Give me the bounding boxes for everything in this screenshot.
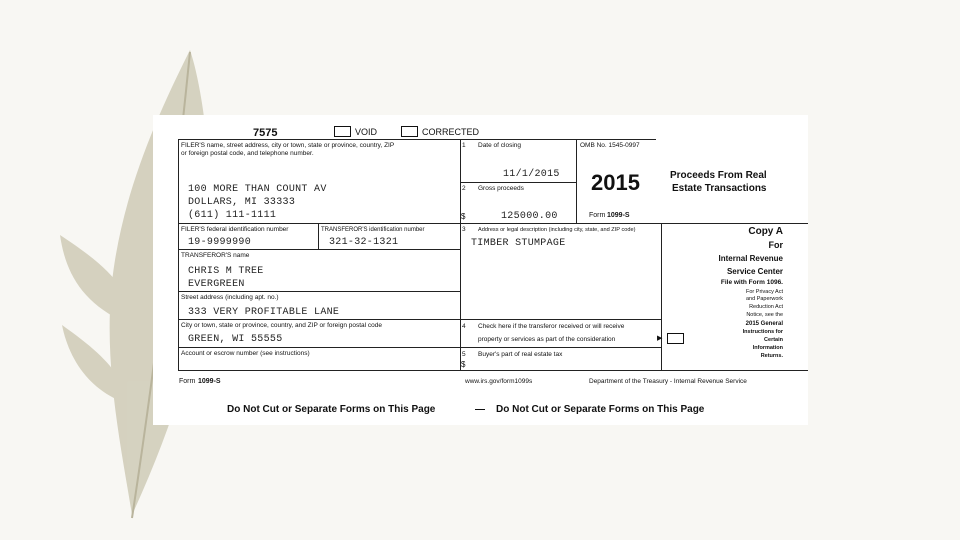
footer-url: www.irs.gov/form1099s (465, 378, 533, 385)
form-left-border (178, 139, 179, 370)
general-line2: Instructions for (742, 329, 783, 335)
transferor-name: CHRIS M TREE (188, 266, 264, 277)
footer-form-prefix: Form (179, 378, 196, 385)
form-top-border (178, 139, 656, 140)
divider-box1-box2 (460, 182, 576, 183)
corrected-checkbox[interactable] (401, 126, 418, 137)
general-line1: 2015 General (745, 321, 783, 327)
box1-label: Date of closing (478, 142, 521, 149)
privacy-line2: and Paperwork (746, 296, 783, 302)
filer-phone: (611) 111-1111 (188, 210, 277, 221)
form-bottom-border (178, 370, 808, 371)
transferor-id: 321-32-1321 (329, 237, 399, 248)
form-title-line1: Proceeds From Real (670, 170, 767, 181)
divider-box1-omb (576, 139, 577, 223)
omb-number: OMB No. 1545-0997 (580, 142, 640, 149)
divider-filer-id-row (178, 223, 808, 224)
do-not-cut-notice-left: Do Not Cut or Separate Forms on This Page (227, 404, 436, 415)
filer-id-label: FILER'S federal identification number (181, 226, 289, 233)
transferor-id-label: TRANSFEROR'S identification number (321, 227, 425, 233)
box5-dollar-sign: $ (461, 360, 466, 369)
footer-form-name: 1099-S (198, 378, 221, 385)
filer-label-line1: FILER'S name, street address, city or town, state or province, country, ZIP (181, 142, 395, 149)
box2-number: 2 (462, 185, 466, 192)
gross-proceeds: 125000.00 (501, 211, 558, 222)
box1-number: 1 (462, 142, 466, 149)
void-label: VOID (355, 127, 378, 137)
date-of-closing: 11/1/2015 (503, 169, 560, 180)
transferor-street: 333 VERY PROFITABLE LANE (188, 307, 340, 318)
do-not-cut-notice-right: Do Not Cut or Separate Forms on This Page (496, 404, 705, 415)
transferor-name-line2: EVERGREEN (188, 279, 245, 290)
account-label: Account or escrow number (see instructions) (181, 350, 310, 357)
corrected-label: CORRECTED (422, 127, 480, 137)
box2-dollar-sign: $ (461, 212, 466, 221)
form-title-line2: Estate Transactions (672, 183, 767, 194)
divider-id-columns (318, 223, 319, 249)
feather-barb-left (60, 235, 122, 320)
box3-number: 3 (462, 226, 466, 233)
form-1099s-document (153, 115, 808, 425)
copy-file-with: File with Form 1096. (720, 279, 783, 286)
divider-copy-column (661, 223, 662, 370)
copy-irs: Internal Revenue (718, 254, 783, 263)
privacy-line3: Reduction Act (749, 304, 783, 310)
street-label: Street address (including apt. no.) (181, 294, 279, 301)
filer-label-line2: or foreign postal code, and telephone number. (181, 150, 314, 157)
box4-number: 4 (462, 323, 466, 330)
do-not-cut-dash: — (475, 404, 485, 415)
filer-city: DOLLARS, MI 33333 (188, 197, 296, 208)
footer-department: Department of the Treasury - Internal Revenue Service (589, 378, 747, 385)
tax-year: 2015 (591, 170, 640, 195)
privacy-line4: Notice, see the (746, 312, 783, 318)
copy-for: For (768, 240, 783, 250)
filer-id: 19-9999990 (188, 237, 252, 248)
box4-checkbox[interactable] (667, 333, 684, 344)
property-description: TIMBER STUMPAGE (471, 238, 566, 249)
copy-a-title: Copy A (748, 226, 783, 237)
box2-label: Gross proceeds (478, 185, 524, 192)
box4-label-line1: Check here if the transferor received or will receive (478, 323, 625, 330)
box4-arrow-icon: ▶ (657, 335, 663, 342)
divider-account-box5 (178, 347, 661, 348)
divider-left-column (460, 139, 461, 370)
box4-label-line2: property or services as part of the consideration (478, 336, 616, 343)
transferor-city: GREEN, WI 55555 (188, 334, 283, 345)
copy-service-center: Service Center (726, 267, 783, 276)
omb-form-prefix: Form (589, 212, 606, 219)
omb-form-name: 1099-S (607, 212, 630, 219)
divider-city-box4 (178, 319, 661, 320)
box3-label: Address or legal description (including city, state, and ZIP code) (478, 227, 636, 233)
form-control-number: 7575 (253, 127, 278, 139)
general-line4: Information (752, 345, 783, 351)
box5-label: Buyer's part of real estate tax (478, 351, 563, 358)
general-line5: Returns. (760, 353, 783, 359)
box5-number: 5 (462, 351, 466, 358)
filer-name: 100 MORE THAN COUNT AV (188, 184, 327, 195)
divider-transferor-name (178, 249, 461, 250)
privacy-line1: For Privacy Act (746, 289, 783, 295)
general-line3: Certain (764, 337, 783, 343)
void-checkbox[interactable] (334, 126, 351, 137)
transferor-name-label: TRANSFEROR'S name (181, 252, 250, 259)
divider-street (178, 291, 461, 292)
city-label: City or town, state or province, country, and ZIP or foreign postal code (181, 322, 382, 329)
